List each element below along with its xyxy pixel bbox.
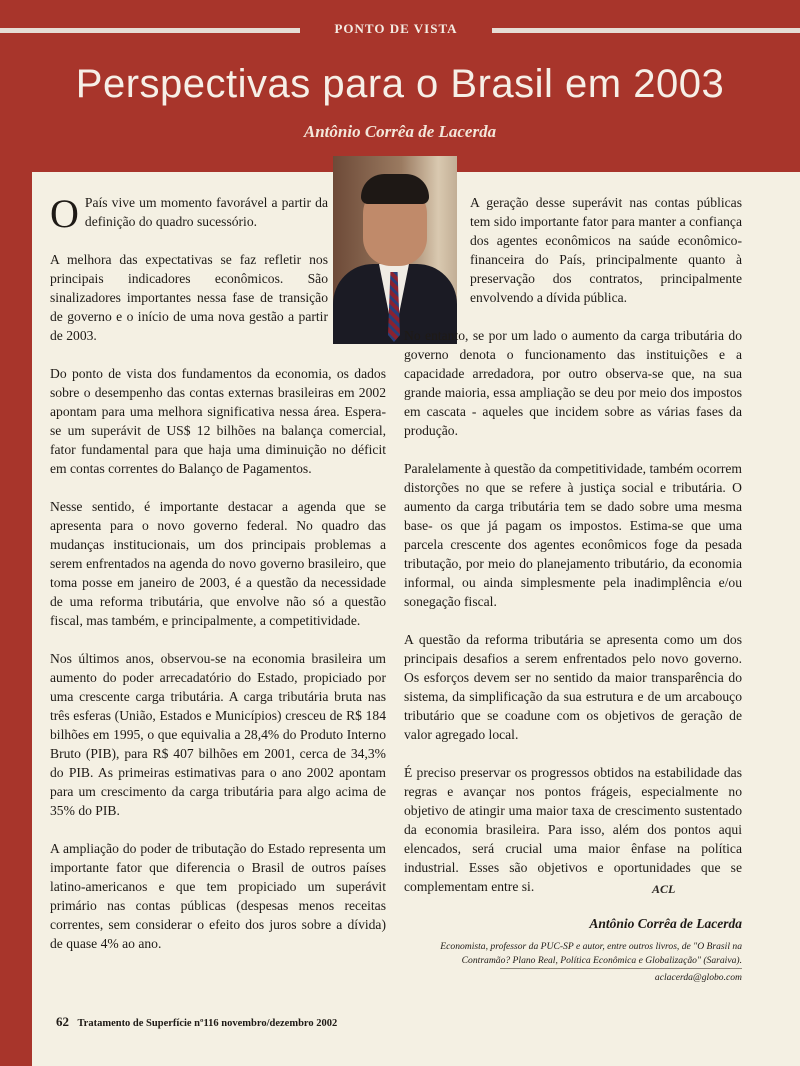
section-rule-right [492,28,800,33]
paragraph: Nos últimos anos, observou-se na economia brasileira um aumento do poder arrecadatório do Estado, propiciado por uma crescente carga tributária. A carga tributária bruta nas três esferas (União, Estados e Municípios) cresceu de R$ 184 bilhões em 1995, o que equivalia a 28,4% do Produto Interno Bruto (PIB), para R$ 407 bilhões em 2001, cerca de 34,3% do PIB. As primeiras estimativas para o ano 2002 apontam para um crescimento da carga tributária para algo acima de 35% do PIB. [50,651,386,818]
paragraph: A geração desse superávit nas contas públicas tem sido importante fator para manter a confiança dos agentes econômicos na saúde econômico-financeira do País, principalmente quanto à preservação dos contratos, principalmente envolvendo a dívida pública. [470,195,742,305]
author-email: aclacerda@globo.com [654,972,742,983]
end-mark: ACL [652,882,676,896]
paragraph: A melhora das expectativas se faz refletir nos principais indicadores econômicos. São sinalizadores importantes nessa fase de transição de governo e o início de uma nova gestão a partir de 2003. [50,252,328,343]
footer-publication: Tratamento de Superfície nº116 novembro/dezembro 2002 [77,1018,338,1029]
article-byline: Antônio Corrêa de Lacerda [303,122,497,141]
paragraph: Nesse sentido, é importante destacar a agenda que se apresenta para o novo governo federal. No quadro das mudanças institucionais, um dos principais problemas a serem enfrentados na agenda do novo governo brasileiro, que toma posse em janeiro de 2003, é a questão da necessidade de uma reforma tributária, que envolve não só a questão fiscal, mas também, e principalmente, a competitividade. [50,499,386,628]
author-bio: Economista, professor da PUC-SP e autor, entre outros livros, de "O Brasil na Contramão? Plano Real, Política Econômica e Globalização" (Saraiva). [440,941,742,966]
right-column [404,193,742,915]
left-column [50,193,386,972]
drop-cap: O [50,191,79,236]
paragraph: A ampliação do poder de tributação do Estado representa um importante fator que diferencia o Brasil de outros países latino-americanos e que tem propiciado um superávit primário nas contas públicas (despesas menos receitas correntes, sem considerar o efeito dos juros sobre a dívida) de quase 4% ao ano. [50,841,386,951]
page-footer [56,1014,337,1030]
paragraph: O País vive um momento favorável a partir da definição do quadro sucessório. [50,191,328,236]
section-label: PONTO DE VISTA [334,21,458,36]
page-number: 62 [56,1014,69,1029]
paragraph: Paralelamente à questão da competitividade, também ocorrem distorções no que se refere à justiça social e tributária. O aumento da carga tributária tem se dado sobre uma mesma base- os que já pagam os impostos. Estima-se que uma parcela crescente dos agentes econômicos foge da pesada tributação, por meio do planejamento tributário, da economia informal, ou ainda simplesmente pela inadimplência e/ou sonegação fiscal. [404,461,742,609]
paragraph: No entanto, se por um lado o aumento da carga tributária do governo denota o funcionamento das instituições e a capacidade arredadora, por outro observa-se que, na sua grande maioria, essa ampliação se deu por meio dos impostos em cascata - aqueles que incidem sobre as várias fases da produção. [404,328,742,438]
divider [500,968,742,969]
article-headline: Perspectivas para o Brasil em 2003 [75,62,725,106]
section-header [0,18,800,44]
paragraph: Do ponto de vista dos fundamentos da economia, os dados sobre o desempenho das contas externas brasileiras em 2002 apontam para uma melhora significativa nessa área. Espera-se um superávit de US$ 12 bilhões na balança comercial, fator fundamental para que haja uma diminuição no déficit em contas correntes do Balanço de Pagamentos. [50,366,386,476]
paragraph: A questão da reforma tributária se apresenta como um dos principais desafios a serem enfrentados pelo novo governo. Os esforços devem ser no sentido da maior transparência do sistema, da simplificação da sua estrutura e de um arcabouço tributário que se coadune com os objetivos de geração de valor agregado local. [404,632,742,742]
paragraph: É preciso preservar os progressos obtidos na estabilidade das regras e avançar nos pontos frágeis, especialmente no objetivo de atingir uma maior taxa de crescimento sustentado da economia brasileira. Para isso, além dos pontos aqui elencados, será crucial uma maior ênfase na política industrial. Esses são objetivos e oportunidades que se complementam entre si. [404,765,742,894]
author-signature: Antônio Corrêa de Lacerda [589,916,742,931]
section-rule-left [0,28,300,33]
